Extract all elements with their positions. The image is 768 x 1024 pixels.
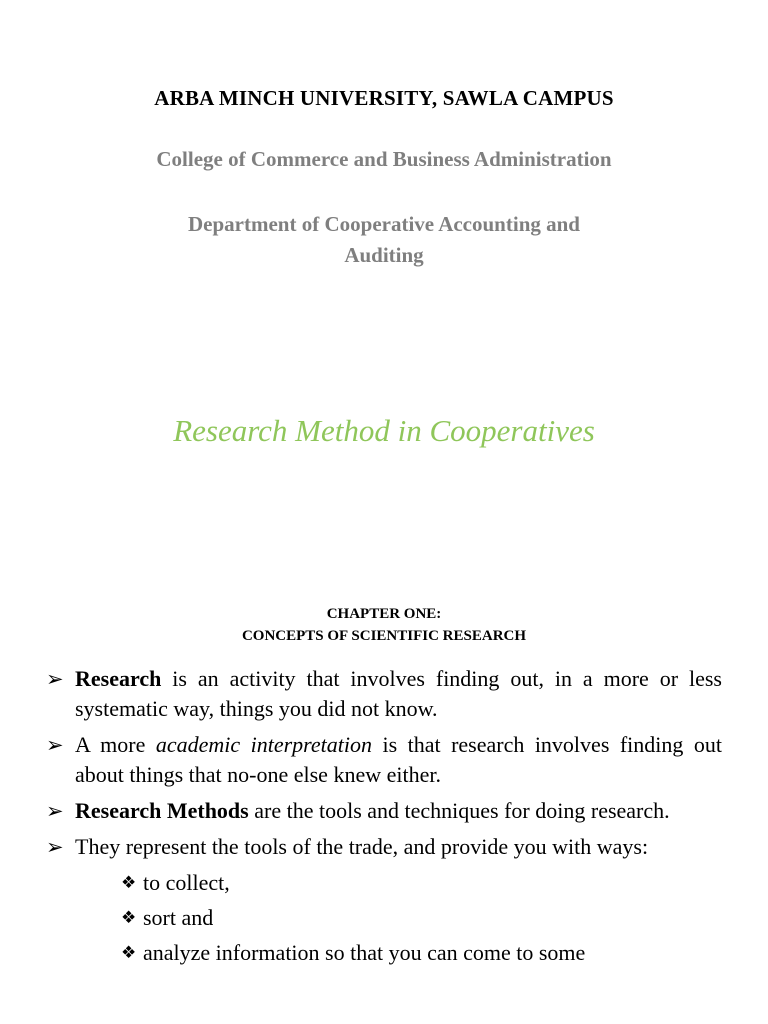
department-name-line2: Auditing xyxy=(344,243,424,267)
sub-bullet-text: sort and xyxy=(143,905,214,930)
bullet-text: is that research involves finding out about things that no-one else knew either. xyxy=(75,732,722,787)
diamond-bullet-icon: ❖ xyxy=(121,943,137,962)
bullet-emphasis: academic interpretation xyxy=(155,732,372,757)
sub-bullet-list xyxy=(46,868,722,968)
chapter-title: CONCEPTS OF SCIENTIFIC RESEARCH xyxy=(241,628,527,644)
arrow-bullet-icon: ➢ xyxy=(46,667,64,691)
bullet-text: They represent the tools of the trade, and provide you with ways: xyxy=(75,834,649,859)
bullet-term: Research Methods xyxy=(75,798,249,823)
bullet-text: are the tools and techniques for doing research. xyxy=(248,798,670,823)
arrow-bullet-icon: ➢ xyxy=(46,799,64,823)
course-title: Research Method in Cooperatives xyxy=(173,413,595,448)
bullet-item-research xyxy=(46,664,722,724)
chapter-number: CHAPTER ONE: xyxy=(326,606,442,622)
department-name xyxy=(0,209,768,271)
sub-bullet-group xyxy=(46,868,722,968)
sub-bullet-item xyxy=(46,938,722,968)
bullet-item-tools-of-trade xyxy=(46,832,722,862)
bullet-text: is an activity that involves finding out, in a more or less systematic way, things you did not know. xyxy=(75,666,722,721)
sub-bullet-text: analyze information so that you can come to some xyxy=(143,940,586,965)
diamond-bullet-icon: ❖ xyxy=(121,908,137,927)
sub-bullet-text: to collect, xyxy=(143,870,230,895)
sub-bullet-item xyxy=(46,868,722,898)
department-name-line1: Department of Cooperative Accounting and xyxy=(188,212,580,236)
arrow-bullet-icon: ➢ xyxy=(46,733,64,757)
bullet-term: Research xyxy=(75,666,162,691)
bullet-list xyxy=(46,664,722,973)
sub-bullet-item xyxy=(46,903,722,933)
arrow-bullet-icon: ➢ xyxy=(46,835,64,859)
bullet-item-research-methods xyxy=(46,796,722,826)
diamond-bullet-icon: ❖ xyxy=(121,873,137,892)
university-name: ARBA MINCH UNIVERSITY, SAWLA CAMPUS xyxy=(154,86,614,110)
college-name: College of Commerce and Business Administration xyxy=(156,147,612,171)
bullet-text: A more xyxy=(75,732,156,757)
bullet-item-academic-interpretation xyxy=(46,730,722,790)
